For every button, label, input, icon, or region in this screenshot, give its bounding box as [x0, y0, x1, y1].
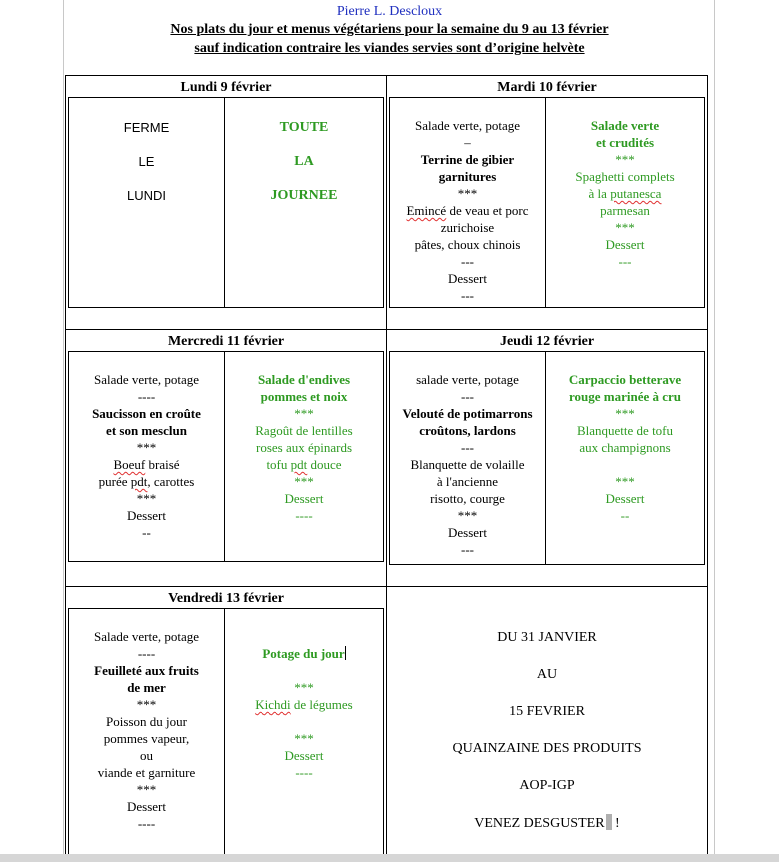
menu-line: de mer [127, 680, 166, 695]
menu-line: Dessert [127, 799, 166, 814]
menu-text: Potage du jour [262, 646, 345, 661]
menu-line: *** [294, 680, 314, 695]
spellcheck-word: pdt [290, 457, 308, 472]
menu-text: douce [307, 457, 342, 472]
day-cell-friday [65, 586, 387, 858]
menu-line: Feuilleté aux fruits [94, 663, 199, 678]
menu-meat-wednesday [69, 352, 225, 561]
menu-line: Dessert [448, 271, 487, 286]
menu-line: *** [615, 220, 635, 235]
day-cell-wednesday [65, 329, 387, 587]
menu-meat-friday [69, 609, 225, 858]
menu-line: ---- [295, 508, 313, 523]
menu-text: braisé [145, 457, 180, 472]
menu-meat-tuesday [390, 98, 546, 307]
menu-line: --- [461, 254, 474, 269]
menu-line: Blanquette de volaille [410, 457, 525, 472]
day-heading-thursday: Jeudi 12 février [499, 334, 595, 349]
page-edge-left [63, 0, 64, 862]
menu-line: roses aux épinards [255, 440, 353, 455]
menu-line: Saucisson en croûte [92, 406, 201, 421]
menu-line: garnitures [438, 169, 497, 184]
menu-line [225, 456, 383, 473]
menu-vegetarian-monday [225, 98, 383, 307]
day-heading-wednesday: Mercredi 11 février [167, 334, 285, 349]
spellcheck-word: Boeuf [113, 457, 146, 472]
document-header [0, 3, 779, 58]
menu-line: *** [615, 474, 635, 489]
promo-line: QUAINZAINE DES PRODUITS [452, 741, 642, 756]
menu-line: Spaghetti complets [575, 169, 675, 184]
menu-line: risotto, courge [430, 491, 505, 506]
menu-line: *** [136, 491, 157, 506]
page-edge-right [714, 0, 715, 862]
menu-line: *** [136, 782, 157, 797]
menu-line: --- [461, 288, 474, 303]
menu-box-monday [68, 97, 384, 308]
menu-line: ---- [137, 389, 156, 404]
promo-line: AU [536, 667, 558, 682]
menu-line: pâtes, choux chinois [414, 237, 521, 252]
menu-line: croûtons, lardons [419, 423, 516, 438]
menu-line: pommes et noix [260, 389, 348, 404]
closed-line-2: LE [138, 154, 155, 169]
horizontal-scrollbar[interactable] [0, 854, 779, 862]
menu-text: à la [588, 186, 611, 201]
menu-box-friday [68, 608, 384, 859]
menu-line: Poisson du jour [106, 714, 187, 729]
closed-line-1: FERME [123, 120, 170, 135]
menu-line: Carpaccio betterave [568, 372, 682, 387]
menu-box-thursday [389, 351, 705, 565]
menu-line: *** [294, 474, 314, 489]
menu-text: de veau et porc [446, 203, 529, 218]
menu-meat-monday [69, 98, 225, 307]
menu-line: salade verte, potage [416, 372, 519, 387]
menu-line: Dessert [448, 525, 487, 540]
menu-text: tofu [266, 457, 291, 472]
menu-line: aux champignons [579, 440, 671, 455]
menu-line [546, 185, 704, 202]
closed-line-6: JOURNEE [270, 188, 338, 203]
menu-line [69, 456, 224, 473]
promo-text [387, 587, 707, 851]
menu-line: Salade verte, potage [93, 372, 200, 387]
day-cell-monday [65, 75, 387, 330]
text-caret [345, 646, 346, 660]
closed-line-4: TOUTE [279, 120, 329, 135]
menu-line: Dessert [127, 508, 166, 523]
menu-line: *** [615, 152, 635, 167]
menu-text: , carottes [147, 474, 195, 489]
menu-line: Velouté de potimarrons [402, 406, 533, 421]
menu-line: ---- [137, 646, 156, 661]
menu-line: à l'ancienne [436, 474, 499, 489]
menu-text: de légumes [290, 697, 353, 712]
menu-line: -- [620, 508, 630, 523]
menu-vegetarian-tuesday [546, 98, 704, 307]
menu-line: Dessert [284, 748, 324, 763]
day-heading-friday: Vendredi 13 février [168, 591, 284, 606]
spellcheck-word: Kichdi [255, 697, 291, 712]
blank-line [225, 713, 383, 730]
spellcheck-word: putanesca [610, 186, 662, 201]
menu-text: purée [98, 474, 131, 489]
menu-line: et crudités [595, 135, 655, 150]
author-name: Pierre L. Descloux [336, 4, 443, 19]
menu-line: ---- [137, 816, 156, 831]
menu-line: parmesan [600, 203, 650, 218]
menu-line: --- [461, 542, 474, 557]
menu-line: Salade verte, potage [93, 629, 200, 644]
blank-line [225, 662, 383, 679]
menu-line: --- [461, 389, 474, 404]
menu-line: ---- [295, 765, 313, 780]
promo-line: 15 FEVRIER [509, 704, 585, 719]
menu-line: rouge marinée à cru [568, 389, 682, 404]
menu-line: pommes vapeur, [103, 731, 190, 746]
menu-line: *** [615, 406, 635, 421]
menu-vegetarian-wednesday [225, 352, 383, 561]
menu-line: Salade d'endives [257, 372, 351, 387]
menu-line: et son mesclun [106, 423, 187, 438]
promo-exclamation: ! [611, 816, 620, 831]
menu-line: Dessert [284, 491, 324, 506]
menu-line [225, 645, 383, 662]
menu-line [69, 473, 224, 490]
menu-line: Ragoût de lentilles [255, 423, 353, 438]
promo-line [387, 814, 707, 851]
blank-line [546, 456, 704, 473]
menu-meat-thursday [390, 352, 546, 564]
menu-line: Salade verte, potage [414, 118, 521, 133]
menu-line: *** [457, 508, 478, 523]
day-heading-tuesday: Mardi 10 février [497, 80, 597, 95]
menu-line: Dessert [605, 491, 645, 506]
menu-line: --- [461, 440, 474, 455]
menu-line [225, 696, 383, 713]
promo-text-main: VENEZ DESGUSTER [474, 816, 605, 831]
menu-line: zurichoise [440, 220, 495, 235]
document-subtitle: sauf indication contraire les viandes servies sont d’origine helvète [194, 41, 585, 56]
day-cell-tuesday [386, 75, 708, 330]
menu-line [390, 202, 545, 219]
day-heading-monday: Lundi 9 février [180, 80, 272, 95]
spellcheck-word: Emincé [406, 203, 447, 218]
menu-line: *** [136, 697, 157, 712]
menu-box-wednesday [68, 351, 384, 562]
menu-line: viande et garniture [97, 765, 196, 780]
menu-vegetarian-thursday [546, 352, 704, 564]
spellcheck-word: pdt [130, 474, 148, 489]
menu-line: *** [136, 440, 157, 455]
promo-line: DU 31 JANVIER [497, 630, 597, 645]
menu-line: Blanquette de tofu [576, 423, 674, 438]
menu-line: *** [457, 186, 478, 201]
closed-line-3: LUNDI [126, 188, 166, 203]
document-title: Nos plats du jour et menus végétariens pour la semaine du 9 au 13 février [170, 22, 609, 37]
menu-line: *** [294, 731, 314, 746]
closed-line-5: LA [294, 154, 314, 169]
promo-line: AOP-IGP [519, 778, 575, 793]
menu-line: Terrine de gibier [420, 152, 515, 167]
day-cell-thursday [386, 329, 708, 587]
menu-line: Salade verte [590, 118, 660, 133]
menu-box-tuesday [389, 97, 705, 308]
menu-line: -- [142, 525, 151, 540]
menu-line: *** [294, 406, 314, 421]
menu-line: Dessert [605, 237, 645, 252]
menu-line: ou [140, 748, 153, 763]
menu-vegetarian-friday [225, 609, 383, 858]
menu-line: --- [618, 254, 632, 269]
menu-line: – [464, 135, 471, 150]
